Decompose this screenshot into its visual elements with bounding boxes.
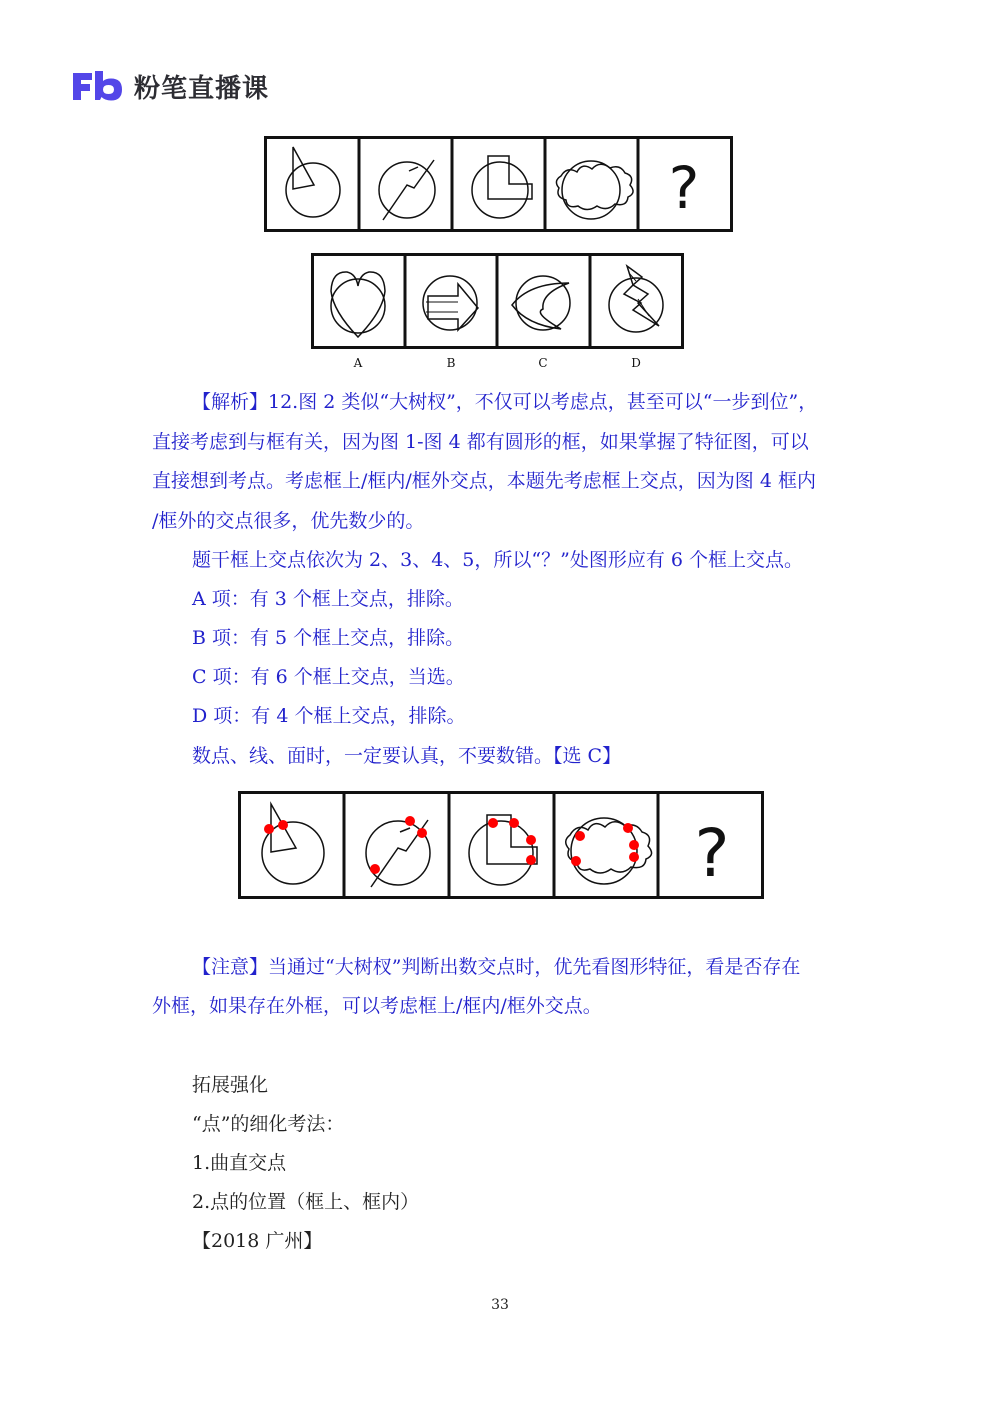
page-number: 33: [491, 1297, 509, 1313]
logo-text: 粉笔直播课: [134, 73, 270, 104]
extension-source: 【2018 广州】: [192, 1230, 323, 1252]
brand-logo: [70, 64, 269, 108]
analysis-line-2: 直接考虑到与框有关，因为图 1-图 4 都有圆形的框，如果掌握了特征图，可以: [152, 431, 809, 453]
options-figure-row: [311, 253, 687, 373]
question-figure-row: [264, 136, 734, 232]
analysis-line-1: 【解析】12.图 2 类似“大树杈”，不仅可以考虑点，甚至可以“一步到位”，: [192, 391, 818, 413]
note-line-1: 【注意】当通过“大树杈”判断出数交点时，优先看图形特征，看是否存在: [192, 956, 801, 978]
intersection-markers-3: [488, 818, 536, 865]
fenbi-logo-icon: [70, 69, 124, 103]
analysis-summary: 题干框上交点依次为 2、3、4、5，所以“？”处图形应有 6 个框上交点。: [192, 549, 803, 571]
intersection-markers-4: [571, 823, 639, 866]
option-b-figure: [423, 276, 478, 330]
analysis-line-3: 直接想到考点。考虑框上/框内/框外交点，本题先考虑框上交点，因为图 4 框内: [152, 470, 816, 492]
analysis-conclusion: 数点、线、面时，一定要认真，不要数错。【选 C】: [192, 745, 622, 767]
annotated-figure-2: [366, 816, 430, 887]
annotated-figure-3: [469, 815, 537, 885]
question-mark-text: ?: [668, 154, 700, 222]
extension-subtitle: “点”的细化考法：: [192, 1113, 345, 1135]
option-label-a: A: [353, 356, 363, 370]
figure-3: [472, 156, 532, 218]
option-c-figure: [512, 276, 570, 330]
figure-2: [379, 160, 435, 220]
option-a-analysis: A 项：有 3 个框上交点，排除。: [192, 588, 464, 610]
option-label-b: B: [446, 356, 456, 370]
analysis-line-4: /框外的交点很多，优先数少的。: [152, 510, 425, 532]
option-c-analysis: C 项：有 6 个框上交点，当选。: [192, 666, 465, 688]
annotated-figure-row: [238, 791, 766, 901]
option-d-analysis: D 项：有 4 个框上交点，排除。: [192, 705, 466, 727]
extension-item-1: 1.曲直交点: [192, 1152, 287, 1174]
note-line-2: 外框，如果存在外框，可以考虑框上/框内/框外交点。: [152, 995, 602, 1017]
figure-4: [556, 161, 633, 219]
figure-1: [286, 147, 340, 217]
extension-item-2: 2.点的位置（框上、框内）: [192, 1191, 420, 1213]
option-label-c: C: [538, 356, 548, 370]
option-a-figure: [331, 272, 385, 337]
annotated-question-mark: ?: [694, 815, 730, 892]
option-b-analysis: B 项：有 5 个框上交点，排除。: [192, 627, 465, 649]
annotated-figure-1: [262, 804, 324, 884]
extension-title: 拓展强化: [192, 1074, 269, 1096]
annotated-figure-4: [566, 818, 652, 884]
option-d-figure: [609, 266, 663, 332]
option-label-d: D: [631, 356, 641, 370]
intersection-markers-2: [370, 816, 427, 874]
